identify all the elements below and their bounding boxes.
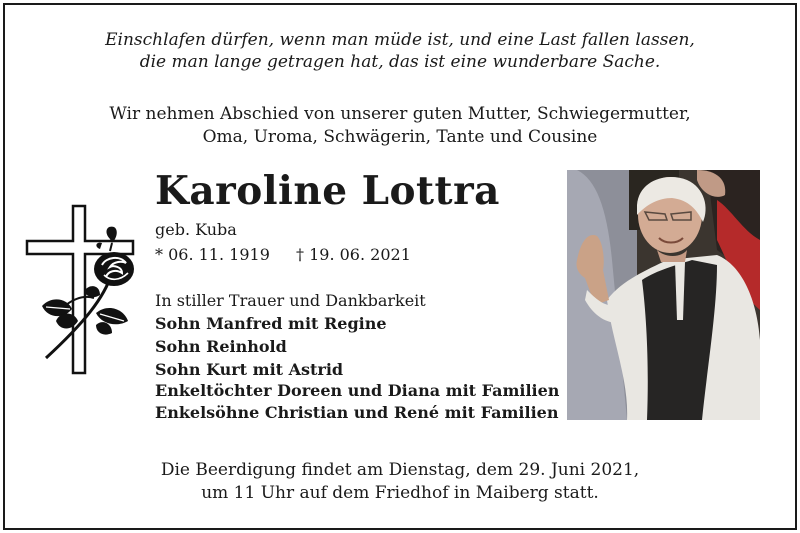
death-date: † 19. 06. 2021 (296, 245, 411, 264)
mourner-line: Sohn Kurt mit Astrid (155, 360, 344, 379)
mourner-line: Sohn Reinhold (155, 337, 287, 356)
funeral-line-2: um 11 Uhr auf dem Friedhof in Maiberg statt. (201, 483, 599, 503)
quote-line-1: Einschlafen dürfen, wenn man müde ist, und eine Last fallen lassen, (105, 30, 695, 50)
maiden-name: geb. Kuba (155, 220, 237, 239)
quote-line-2: die man lange getragen hat, das ist eine wunderbare Sache. (139, 52, 661, 72)
intro-line-2: Oma, Uroma, Schwägerin, Tante und Cousine (202, 127, 598, 147)
mourning-intro: In stiller Trauer und Dankbarkeit (155, 291, 426, 310)
deceased-name: Karoline Lottra (155, 168, 500, 214)
mourner-line: Enkeltöchter Doreen und Diana mit Familien (155, 381, 560, 400)
funeral-line-1: Die Beerdigung findet am Dienstag, dem 29. Juni 2021, (160, 460, 640, 480)
cross-with-rose-icon (24, 203, 139, 378)
birth-date: * 06. 11. 1919 (155, 245, 270, 264)
intro-line-1: Wir nehmen Abschied von unserer guten Mutter, Schwiegermutter, (109, 104, 691, 124)
mourner-line: Enkelsöhne Christian und René mit Familien (155, 403, 559, 422)
mourner-line: Sohn Manfred mit Regine (155, 314, 387, 333)
portrait-photo (567, 170, 760, 420)
